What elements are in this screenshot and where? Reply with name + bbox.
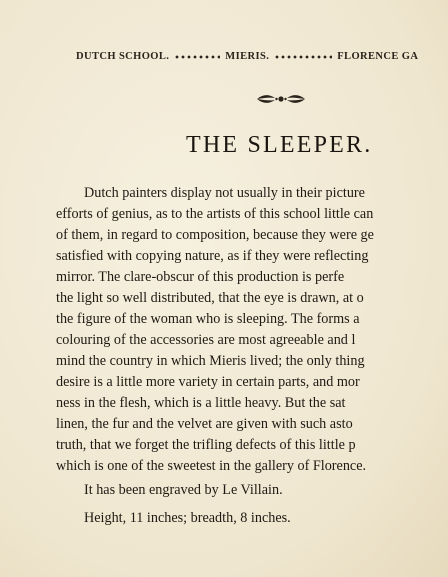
text-line: efforts of genius, as to the artists of this school little can — [56, 206, 374, 222]
body-paragraph — [56, 183, 448, 477]
page-title: THE SLEEPER. — [186, 132, 373, 158]
text-line: of them, in regard to composition, because they were ge — [56, 227, 374, 243]
text-line: Dutch painters display not usually in their picture — [84, 185, 365, 201]
text-line: which is one of the sweetest in the gallery of Florence. — [56, 458, 367, 474]
dotted-separator — [274, 54, 332, 60]
text-line: the light so well distributed, that the eye is drawn, at o — [56, 290, 364, 306]
running-head-artist: MIERIS. — [225, 51, 270, 62]
running-head — [76, 51, 418, 62]
text-line: desire is a little more variety in certain parts, and mor — [56, 374, 360, 390]
text-line: truth, that we forget the trifling defects of this little p — [56, 437, 356, 453]
dimensions-note: Height, 11 inches; breadth, 8 inches. — [84, 510, 291, 526]
text-line: satisfied with copying nature, as if they were reflecting — [56, 248, 369, 264]
text-line: mirror. The clare-obscur of this production is perfe — [56, 269, 345, 285]
engraving-note: It has been engraved by Le Villain. — [84, 482, 283, 498]
text-line: colouring of the accessories are most agreeable and l — [56, 332, 356, 348]
dotted-separator — [174, 54, 220, 60]
text-line: linen, the fur and the velvet are given with such asto — [56, 416, 353, 432]
text-line: ness in the flesh, which is a little heavy. But the sat — [56, 395, 346, 411]
running-head-gallery: FLORENCE GA — [337, 51, 419, 62]
fleuron-ornament-icon — [255, 92, 307, 106]
text-line: mind the country in which Mieris lived; the only thing — [56, 353, 365, 369]
running-head-school: DUTCH SCHOOL. — [76, 51, 170, 62]
text-line: the figure of the woman who is sleeping. The forms a — [56, 311, 360, 327]
